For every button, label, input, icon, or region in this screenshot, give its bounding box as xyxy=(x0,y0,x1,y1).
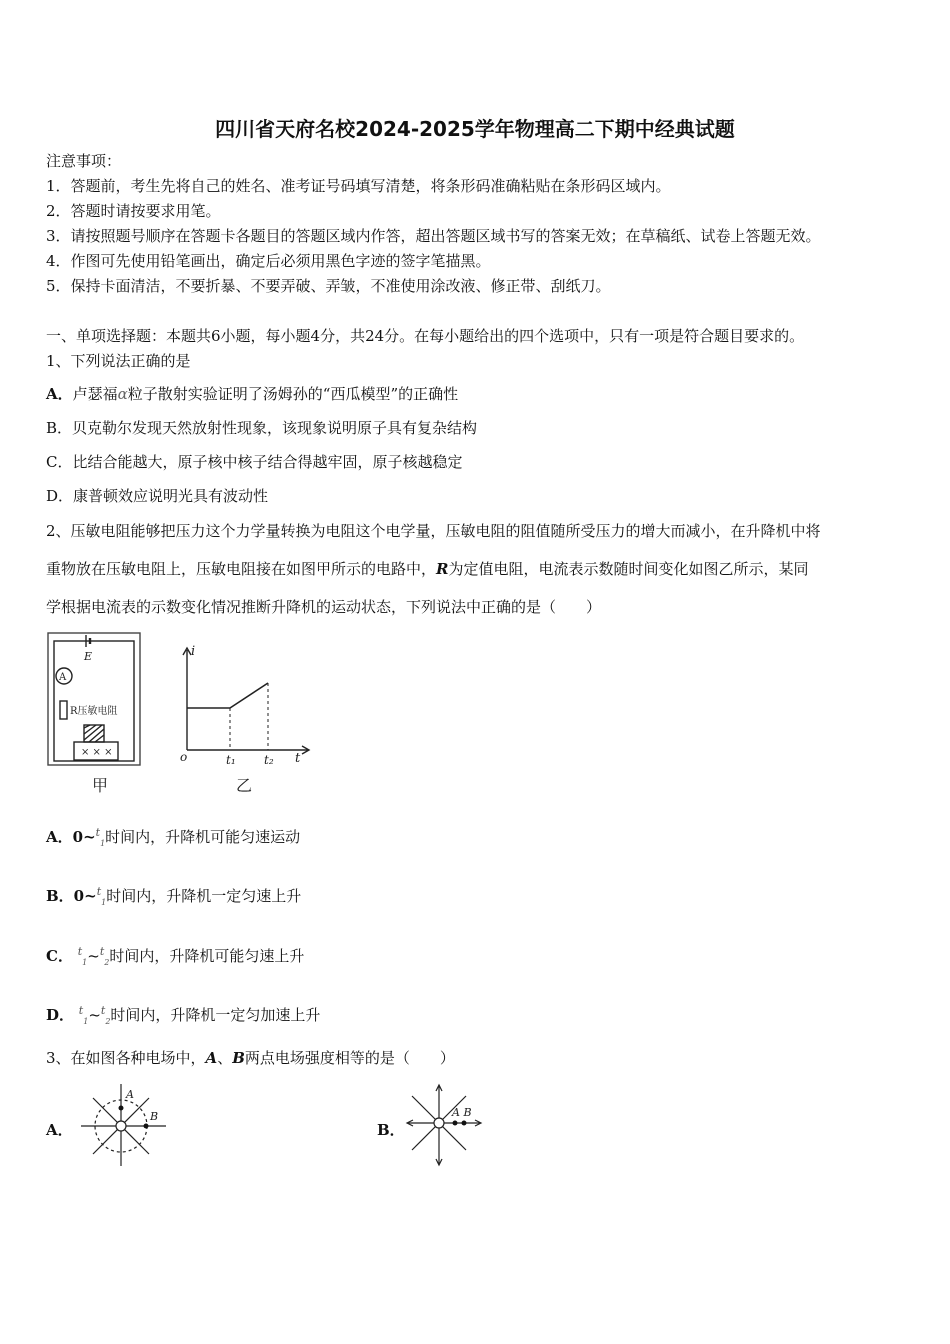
point-a-label: A xyxy=(126,1088,134,1101)
point-b xyxy=(462,1121,467,1126)
point-b xyxy=(144,1124,149,1129)
q1-option-b: B．贝克勒尔发现天然放射性现象，该现象说明原子具有复杂结构 xyxy=(46,419,478,437)
q2-stem-line2 xyxy=(46,559,809,579)
t1-label: t₁ xyxy=(226,753,236,767)
time-symbol: t xyxy=(99,945,105,958)
point-a xyxy=(453,1121,458,1126)
i-axis-label: i xyxy=(191,644,196,659)
stem-text: 、 xyxy=(217,1049,233,1067)
option-label: B．0~ xyxy=(46,887,97,905)
time-subscript: 1 xyxy=(82,958,88,967)
t2-label: t₂ xyxy=(264,753,274,767)
stem-text: 为定值电阻，电流表示数随时间变化如图乙所示，某同 xyxy=(448,560,809,578)
tilde: ~ xyxy=(88,1006,101,1024)
notice-item: 2．答题时请按要求用笔。 xyxy=(46,202,221,220)
point-b-label: B xyxy=(232,1049,245,1067)
point-b-label: B xyxy=(150,1110,159,1123)
weight-block xyxy=(84,725,104,742)
q1-option-c: C．比结合能越大，原子核中核子结合得越牢固，原子核越稳定 xyxy=(46,453,463,471)
q2-figure xyxy=(40,628,320,798)
time-symbol: t xyxy=(78,1004,84,1017)
time-subscript: 2 xyxy=(104,958,110,967)
stem-text: 两点电场强度相等的是（ ） xyxy=(244,1049,455,1067)
option-text: 时间内，升降机一定匀加速上升 xyxy=(110,1006,321,1024)
resistor-symbol: R xyxy=(436,560,449,578)
point-a-label: A xyxy=(205,1049,218,1067)
option-label: A．0~ xyxy=(46,828,96,846)
point-a xyxy=(119,1106,124,1111)
resistor-icon xyxy=(60,701,67,719)
point-ab-labels: A B xyxy=(452,1106,472,1119)
q3-figure-a xyxy=(76,1080,172,1170)
origin-label: o xyxy=(180,750,188,764)
figure-label-yi: 乙 xyxy=(236,776,253,795)
q3-stem xyxy=(46,1048,455,1068)
q2-option-d xyxy=(46,1001,320,1032)
q1-stem: 1、下列说法正确的是 xyxy=(46,352,191,370)
option-text: 卢瑟福 xyxy=(72,385,118,403)
circuit-diagram xyxy=(48,633,140,765)
q2-stem-line1: 2、压敏电阻能够把压力这个力学量转换为电阻这个电学量，压敏电阻的阻值随所受压力的增大而减小，在升降机中将 xyxy=(46,522,821,540)
time-subscript: 1 xyxy=(100,839,106,848)
stem-text: 重物放在压敏电阻上，压敏电阻接在如图甲所示的电路中， xyxy=(46,560,437,578)
q2-stem-line3: 学根据电流表的示数变化情况推断升降机的运动状态，下列说法中正确的是（ ） xyxy=(46,598,602,616)
resistor-label: R压敏电阻 xyxy=(70,706,118,717)
stem-text: 3、在如图各种电场中， xyxy=(46,1049,206,1067)
page-title: 四川省天府名校2024-2025学年物理高二下期中经典试题 xyxy=(215,117,735,141)
q1-option-d: D．康普顿效应说明光具有波动性 xyxy=(46,487,269,505)
section-heading: 一、单项选择题：本题共6小题，每小题4分，共24分。在每小题给出的四个选项中，只有一项是符合题目要求的。 xyxy=(46,327,805,345)
time-symbol: t xyxy=(95,826,101,839)
time-symbol: t xyxy=(77,945,83,958)
option-label: D． xyxy=(46,1006,75,1024)
current-time-graph xyxy=(183,648,309,754)
q1-option-a xyxy=(46,384,458,404)
time-subscript: 2 xyxy=(105,1017,111,1026)
q2-option-a xyxy=(46,823,300,854)
q3-option-a-label: A． xyxy=(46,1121,73,1139)
time-subscript: 1 xyxy=(101,898,107,907)
option-label: C． xyxy=(46,947,73,965)
figure-label-jia: 甲 xyxy=(92,776,109,795)
option-text: 时间内，升降机可能匀速运动 xyxy=(105,828,301,846)
tilde: ~ xyxy=(87,947,100,965)
ammeter-label: A xyxy=(59,672,67,683)
time-subscript: 1 xyxy=(83,1017,89,1026)
alpha-symbol: α xyxy=(117,385,128,403)
option-label: A． xyxy=(46,385,73,403)
q2-option-b xyxy=(46,882,301,913)
sensor-crosses: × × × xyxy=(81,747,113,758)
option-text: 时间内，升降机一定匀速上升 xyxy=(106,887,302,905)
current-line xyxy=(187,683,268,708)
t-axis-label: t xyxy=(295,751,301,766)
notice-item: 4．作图可先使用铅笔画出，确定后必须用黑色字迹的签字笔描黑。 xyxy=(46,252,491,270)
battery-label: E xyxy=(84,650,93,663)
notice-heading: 注意事项： xyxy=(46,152,122,170)
option-text: 粒子散射实验证明了汤姆孙的“西瓜模型”的正确性 xyxy=(127,385,459,403)
time-symbol: t xyxy=(96,885,102,898)
q3-figure-b xyxy=(400,1080,490,1170)
notice-item: 5．保持卡面清洁，不要折暴、不要弄破、弄皱，不准使用涂改液、修正带、刮纸刀。 xyxy=(46,277,611,295)
time-symbol: t xyxy=(100,1004,106,1017)
notice-item: 3．请按照题号顺序在答题卡各题目的答题区域内作答，超出答题区域书写的答案无效；在草稿纸、试卷上答题无效。 xyxy=(46,227,821,245)
notice-item: 1．答题前，考生先将自己的姓名、准考证号码填写清楚，将条形码准确粘贴在条形码区域内。 xyxy=(46,177,671,195)
q3-option-b-label: B． xyxy=(377,1121,405,1139)
option-text: 时间内，升降机可能匀速上升 xyxy=(109,947,305,965)
q2-option-c xyxy=(46,942,304,973)
